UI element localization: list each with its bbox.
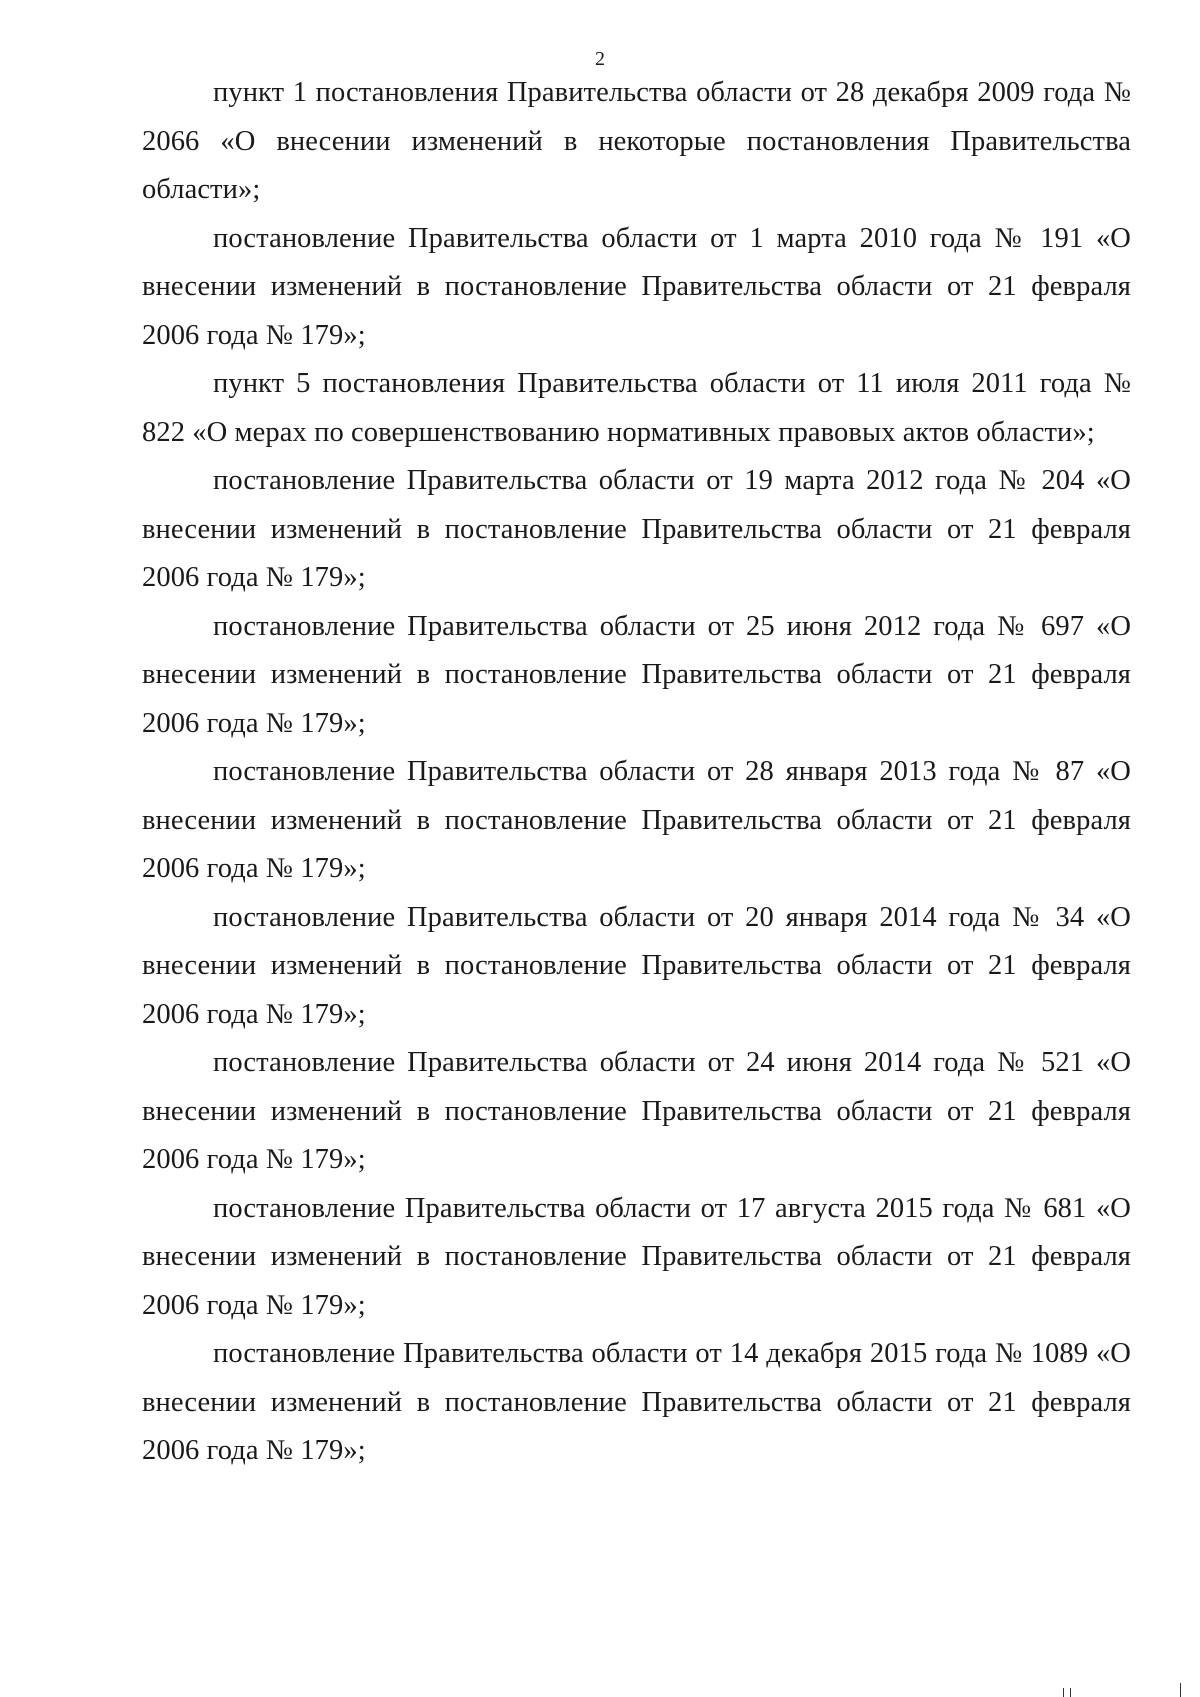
scan-mark xyxy=(1180,1683,1181,1697)
list-item: постановление Правительства области от 20 января 2014 года № 34 «О внесении изменений в постановление Правительства области от 21 февраля 2006 года № 179»; xyxy=(142,901,1131,1030)
list-item: постановление Правительства области от 14 декабря 2015 года № 1089 «О внесении изменений в постановление Правительства области от 21 февраля 2006 года № 179»; xyxy=(142,1338,1131,1466)
list-item: постановление Правительства области от 19 марта 2012 года № 204 «О внесении изменений в постановление Правительства области от 21 февраля 2006 года № 179»; xyxy=(142,465,1131,593)
document-body xyxy=(142,69,1131,1476)
list-item: пункт 1 постановления Правительства области от 28 декабря 2009 года № 2066 «О внесении изменений в некоторые постановления Правительства области»; xyxy=(142,77,1131,205)
list-item: постановление Правительства области от 28 января 2013 года № 87 «О внесении изменений в постановление Правительства области от 21 февраля 2006 года № 179»; xyxy=(142,756,1131,884)
list-item: постановление Правительства области от 25 июня 2012 года № 697 «О внесении изменений в постановление Правительства области от 21 февраля 2006 года № 179»; xyxy=(142,610,1131,739)
list-item: постановление Правительства области от 17 августа 2015 года № 681 «О внесении изменений в постановление Правительства области от 21 февраля 2006 года № 179»; xyxy=(142,1192,1131,1321)
page-number: 2 xyxy=(595,48,605,70)
list-item: постановление Правительства области от 1 марта 2010 года № 191 «О внесении изменений в постановление Правительства области от 21 февраля 2006 года № 179»; xyxy=(142,222,1131,351)
scan-mark xyxy=(1070,1688,1071,1697)
list-item: пункт 5 постановления Правительства области от 11 июля 2011 года № 822 «О мерах по совершенствованию нормативных правовых актов области»; xyxy=(142,368,1131,448)
scan-mark xyxy=(1063,1688,1064,1697)
list-item: постановление Правительства области от 24 июня 2014 года № 521 «О внесении изменений в постановление Правительства области от 21 февраля 2006 года № 179»; xyxy=(142,1047,1131,1175)
